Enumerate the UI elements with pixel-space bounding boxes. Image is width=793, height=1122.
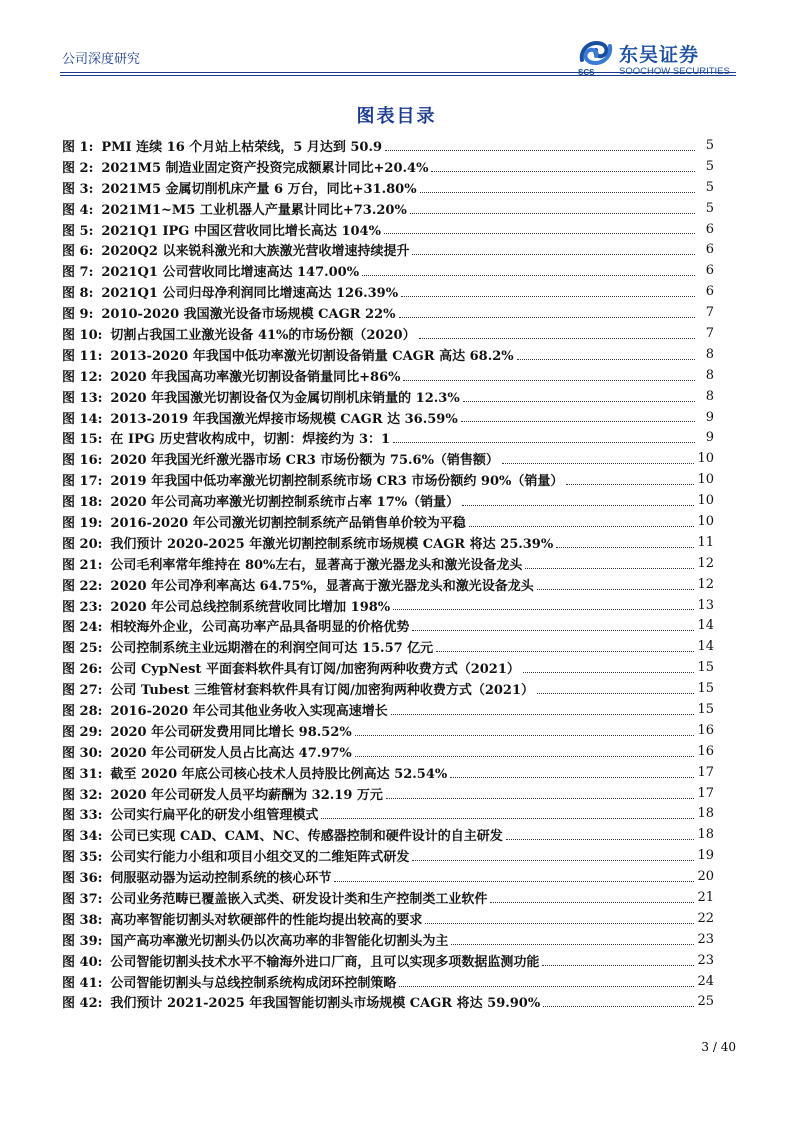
toc-entry-page: 10 xyxy=(697,513,714,529)
toc-entry-leader xyxy=(506,839,695,840)
toc-entry-page: 5 xyxy=(705,137,714,153)
toc-entry-title: 2021M1~M5 工业机器人产量累计同比+73.20% xyxy=(101,202,407,218)
toc-entry-page: 12 xyxy=(697,555,714,571)
toc-entry[interactable] xyxy=(62,177,714,198)
toc-entry-page: 18 xyxy=(697,827,714,843)
toc-entry-page: 7 xyxy=(705,325,714,341)
toc-entry[interactable] xyxy=(62,386,714,407)
page-title: 图表目录 xyxy=(356,106,437,127)
toc-entry-leader xyxy=(537,589,695,590)
toc-entry-label: 图 5: xyxy=(62,223,94,239)
toc-entry-page: 6 xyxy=(705,221,714,237)
toc-entry-leader xyxy=(462,505,694,506)
toc-entry-title: 2021Q1 IPG 中国区营收同比增长高达 104% xyxy=(101,223,381,239)
toc-entry-label: 图 14: xyxy=(62,411,103,427)
toc-entry[interactable] xyxy=(62,156,714,177)
toc-entry-title: 切割占我国工业激光设备 41%的市场份额（2020） xyxy=(110,327,416,343)
header-rule-thin xyxy=(60,75,736,76)
toc-entry-leader xyxy=(393,442,695,443)
toc-entry[interactable] xyxy=(62,720,714,741)
toc-entry-title: 公司 CypNest 平面套料软件具有订阅/加密狗两种收费方式（2021） xyxy=(110,662,520,678)
toc-entry[interactable] xyxy=(62,971,714,992)
toc-entry-page: 6 xyxy=(705,284,714,300)
toc-entry-label: 图 37: xyxy=(62,892,103,907)
toc-entry-label: 图 33: xyxy=(62,808,103,824)
toc-entry-page: 22 xyxy=(697,910,714,926)
toc-entry[interactable] xyxy=(62,365,714,386)
toc-entry-label: 图 22: xyxy=(62,578,103,594)
toc-entry[interactable] xyxy=(62,532,714,553)
toc-entry-title: 公司实行能力小组和项目小组交叉的二维矩阵式研发 xyxy=(110,850,410,866)
report-category: 公司深度研究 xyxy=(62,52,141,67)
toc-entry-label: 图 42: xyxy=(62,996,103,1012)
toc-entry-title: 公司 Tubest 三维管材套料软件具有订阅/加密狗两种收费方式（2021） xyxy=(110,683,535,699)
toc-entry-label: 图 10: xyxy=(62,327,103,343)
toc-entry-label: 图 35: xyxy=(62,850,103,866)
toc-entry-page: 15 xyxy=(697,660,714,676)
brand-swirl-icon xyxy=(578,38,614,68)
toc-entry-page: 8 xyxy=(705,388,714,404)
toc-entry[interactable] xyxy=(62,281,714,302)
toc-entry[interactable] xyxy=(62,783,714,804)
toc-entry-leader xyxy=(431,171,695,172)
toc-entry-label: 图 26: xyxy=(62,662,103,678)
toc-entry[interactable] xyxy=(62,553,714,574)
toc-entry-page: 12 xyxy=(697,576,714,592)
toc-entry-page: 14 xyxy=(697,618,714,634)
toc-entry-page: 18 xyxy=(697,806,714,822)
brand-name-en: SOOCHOW SECURITIES xyxy=(619,66,730,77)
toc-entry-title: PMI 连续 16 个月站上枯荣线，5 月达到 50.9 xyxy=(101,139,383,155)
toc-entry-leader xyxy=(401,296,695,297)
toc-entry-leader xyxy=(399,986,694,987)
toc-entry-label: 图 4: xyxy=(62,202,94,218)
toc-entry-page: 6 xyxy=(705,242,714,258)
toc-entry-leader xyxy=(410,213,695,214)
toc-entry-label: 图 30: xyxy=(62,745,103,761)
toc-entry-leader xyxy=(463,401,695,402)
toc-entry-label: 图 23: xyxy=(62,599,103,615)
toc-entry-label: 图 29: xyxy=(62,724,103,740)
toc-entry-title: 2013-2020 年我国中低功率激光切割设备销量 CAGR 高达 68.2% xyxy=(110,348,514,364)
toc-entry-title: 我们预计 2021-2025 年我国智能切割头市场规模 CAGR 将达 59.90% xyxy=(110,996,541,1012)
toc-entry-label: 图 1: xyxy=(62,139,94,155)
toc-entry-label: 图 13: xyxy=(62,390,103,406)
toc-entry[interactable] xyxy=(62,448,714,469)
toc-entry-leader xyxy=(436,651,694,652)
brand-name-cn: 东吴证券 xyxy=(619,44,700,66)
toc-entry-label: 图 25: xyxy=(62,641,103,657)
toc-entry-page: 15 xyxy=(697,681,714,697)
toc-entry-label: 图 20: xyxy=(62,536,103,552)
toc-entry-title: 2010-2020 我国激光设备市场规模 CAGR 22% xyxy=(101,307,396,323)
toc-entry-leader xyxy=(393,609,694,610)
toc-entry-title: 公司智能切割头与总线控制系统构成闭环控制策略 xyxy=(110,975,397,991)
toc-entry-label: 图 6: xyxy=(62,244,94,260)
toc-entry-leader xyxy=(420,192,695,193)
toc-entry[interactable] xyxy=(62,845,714,866)
toc-entry-title: 2020Q2 以来锐科激光和大族激光营收增速持续提升 xyxy=(101,244,410,260)
toc-entry-label: 图 2: xyxy=(62,160,94,176)
toc-entry-title: 2021M5 制造业固定资产投资完成额累计同比+20.4% xyxy=(101,160,429,176)
toc-entry-label: 图 34: xyxy=(62,829,103,845)
toc-entry-page: 19 xyxy=(697,848,714,864)
toc-entry-label: 图 38: xyxy=(62,912,103,928)
toc-entry-leader xyxy=(362,275,695,276)
toc-entry-page: 8 xyxy=(705,367,714,383)
toc-entry-title: 2016-2020 年公司激光切割控制系统产品销售单价较为平稳 xyxy=(110,515,466,531)
toc-entry-label: 图 31: xyxy=(62,766,103,782)
toc-entry-title: 公司智能切割头技术水平不输海外进口厂商，且可以实现多项数据监测功能 xyxy=(110,954,540,970)
toc-entry-label: 图 27: xyxy=(62,683,103,699)
toc-entry-label: 图 18: xyxy=(62,495,103,511)
toc-entry-label: 图 36: xyxy=(62,871,103,887)
toc-entry-page: 6 xyxy=(705,263,714,279)
toc-entry-title: 公司已实现 CAD、CAM、NC、传感器控制和硬件设计的自主研发 xyxy=(110,829,503,845)
toc-entry-page: 7 xyxy=(705,305,714,321)
toc-entry-label: 图 16: xyxy=(62,453,103,469)
toc-entry-page: 24 xyxy=(697,973,714,989)
toc-entry-page: 23 xyxy=(697,952,714,968)
toc-entry[interactable] xyxy=(62,323,714,344)
toc-entry-label: 图 41: xyxy=(62,975,103,991)
toc-entry[interactable] xyxy=(62,699,714,720)
toc-entry[interactable] xyxy=(62,135,714,156)
toc-entry-label: 图 24: xyxy=(62,620,103,636)
toc-entry-leader xyxy=(355,735,695,736)
toc-entry-title: 国产高功率激光切割头仍以次高功率的非智能化切割头为主 xyxy=(110,933,449,949)
toc-entry-label: 图 40: xyxy=(62,954,103,970)
brand-mark: SCS xyxy=(578,68,595,77)
toc-entry[interactable] xyxy=(62,678,714,699)
toc-entry-label: 图 32: xyxy=(62,787,103,803)
toc-entry-title: 公司业务范畴已覆盖嵌入式类、研发设计类和生产控制类工业软件 xyxy=(110,892,488,907)
toc-entry-page: 5 xyxy=(705,179,714,195)
toc-entry-title: 2020 年公司净利率高达 64.75%，显著高于激光器龙头和激光设备龙头 xyxy=(110,578,534,594)
toc-entry[interactable] xyxy=(62,427,714,448)
toc-entry[interactable] xyxy=(62,804,714,825)
toc-entry[interactable] xyxy=(62,929,714,950)
toc-entry-page: 5 xyxy=(705,200,714,216)
toc-entry-page: 9 xyxy=(705,409,714,425)
toc-entry-label: 图 7: xyxy=(62,265,94,281)
toc-entry-title: 伺服驱动器为运动控制系统的核心环节 xyxy=(110,871,332,887)
toc-entry-page: 15 xyxy=(697,701,714,717)
toc-entry-page: 10 xyxy=(697,451,714,467)
toc-entry-leader xyxy=(450,777,694,778)
toc-entry-label: 图 15: xyxy=(62,432,103,448)
toc-entry-leader xyxy=(542,965,694,966)
toc-entry-leader xyxy=(412,254,695,255)
toc-entry-page: 16 xyxy=(697,743,714,759)
toc-entry-page: 14 xyxy=(697,639,714,655)
toc-entry-label: 图 8: xyxy=(62,286,94,302)
toc-entry-title: 2020 年公司研发人员平均薪酬为 32.19 万元 xyxy=(110,787,383,803)
figure-list xyxy=(62,135,714,1012)
toc-entry-leader xyxy=(502,463,695,464)
toc-entry[interactable] xyxy=(62,950,714,971)
toc-entry-label: 图 12: xyxy=(62,369,103,385)
toc-entry[interactable] xyxy=(62,615,714,636)
toc-entry-leader xyxy=(517,359,695,360)
toc-entry-leader xyxy=(321,818,694,819)
toc-entry-title: 2021M5 金属切削机床产量 6 万台，同比+31.80% xyxy=(101,181,417,197)
toc-entry-page: 10 xyxy=(697,493,714,509)
toc-entry-leader xyxy=(355,756,695,757)
toc-entry[interactable] xyxy=(62,636,714,657)
toc-entry-title: 2016-2020 年公司其他业务收入实现高速增长 xyxy=(110,703,388,719)
toc-entry[interactable] xyxy=(62,908,714,929)
toc-entry[interactable] xyxy=(62,741,714,762)
toc-entry-leader xyxy=(399,317,696,318)
toc-entry[interactable] xyxy=(62,574,714,595)
toc-entry-page: 8 xyxy=(705,346,714,362)
toc-entry-title: 2020 年公司研发费用同比增长 98.52% xyxy=(110,724,352,740)
toc-entry-title: 2021Q1 公司营收同比增速高达 147.00% xyxy=(101,265,360,281)
toc-entry-leader xyxy=(384,233,695,234)
toc-entry-title: 2013-2019 年我国激光焊接市场规模 CAGR 达 36.59% xyxy=(110,411,458,427)
toc-entry-title: 相较海外企业，公司高功率产品具备明显的价格优势 xyxy=(110,620,410,636)
toc-entry[interactable] xyxy=(62,595,714,616)
toc-entry-page: 11 xyxy=(697,534,714,550)
toc-entry-page: 25 xyxy=(697,994,714,1010)
toc-entry-page: 5 xyxy=(705,158,714,174)
toc-entry-leader xyxy=(525,568,694,569)
toc-entry-leader xyxy=(425,923,694,924)
toc-entry[interactable] xyxy=(62,407,714,428)
toc-entry[interactable] xyxy=(62,866,714,887)
toc-entry-title: 公司实行扁平化的研发小组管理模式 xyxy=(110,808,319,824)
toc-entry-leader xyxy=(461,421,695,422)
toc-entry-leader xyxy=(334,881,694,882)
toc-entry-leader xyxy=(469,526,695,527)
toc-entry-leader xyxy=(537,693,694,694)
toc-entry-title: 2020 年我国光纤激光器市场 CR3 市场份额为 75.6%（销售额） xyxy=(110,453,499,469)
toc-entry[interactable] xyxy=(62,219,714,240)
toc-entry-leader xyxy=(391,714,695,715)
toc-entry-label: 图 28: xyxy=(62,703,103,719)
toc-entry-leader xyxy=(419,338,695,339)
toc-entry-page: 10 xyxy=(697,472,714,488)
toc-entry-leader xyxy=(412,860,694,861)
toc-entry-leader xyxy=(490,902,694,903)
toc-entry[interactable] xyxy=(62,490,714,511)
toc-entry[interactable] xyxy=(62,198,714,219)
toc-entry-page: 13 xyxy=(697,597,714,613)
toc-entry-title: 2021Q1 公司归母净利润同比增速高达 126.39% xyxy=(101,286,399,302)
toc-entry[interactable] xyxy=(62,344,714,365)
toc-entry[interactable] xyxy=(62,302,714,323)
toc-entry[interactable] xyxy=(62,260,714,281)
toc-entry-label: 图 11: xyxy=(62,348,103,364)
toc-entry-label: 图 21: xyxy=(62,557,103,573)
toc-entry[interactable] xyxy=(62,511,714,532)
toc-entry[interactable] xyxy=(62,239,714,260)
toc-entry-label: 图 9: xyxy=(62,307,94,323)
toc-entry-title: 公司控制系统主业远期潜在的利润空间可达 15.57 亿元 xyxy=(110,641,434,657)
toc-entry-label: 图 3: xyxy=(62,181,94,197)
toc-entry[interactable] xyxy=(62,469,714,490)
toc-entry-title: 2020 年公司研发人员占比高达 47.97% xyxy=(110,745,352,761)
toc-entry-leader xyxy=(385,150,695,151)
toc-entry-leader xyxy=(386,798,695,799)
header-rule xyxy=(60,72,736,73)
toc-entry-page: 23 xyxy=(697,931,714,947)
toc-entry[interactable] xyxy=(62,887,714,908)
toc-entry-page: 21 xyxy=(697,890,714,905)
toc-entry-title: 高功率智能切割头对软硬部件的性能均提出较高的要求 xyxy=(110,912,423,928)
toc-entry-page: 16 xyxy=(697,722,714,738)
toc-entry-title: 2019 年我国中低功率激光切割控制系统市场 CR3 市场份额约 90%（销量） xyxy=(110,474,564,490)
toc-entry-leader xyxy=(451,944,694,945)
toc-entry-leader xyxy=(566,484,694,485)
toc-entry-title: 2020 年公司高功率激光切割控制系统市占率 17%（销量） xyxy=(110,495,460,511)
toc-entry-title: 在 IPG 历史营收构成中，切割：焊接约为 3：1 xyxy=(110,432,391,448)
toc-entry-page: 17 xyxy=(697,764,714,780)
toc-entry-label: 图 17: xyxy=(62,474,103,490)
toc-entry-label: 图 19: xyxy=(62,515,103,531)
toc-entry-label: 图 39: xyxy=(62,933,103,949)
page-number: 3 / 40 xyxy=(701,1040,736,1054)
toc-entry-title: 公司毛利率常年维持在 80%左右，显著高于激光器龙头和激光设备龙头 xyxy=(110,557,523,573)
toc-entry-leader xyxy=(523,672,695,673)
toc-entry-title: 2020 年我国激光切割设备仅为金属切削机床销量的 12.3% xyxy=(110,390,460,406)
toc-entry-leader xyxy=(403,380,695,381)
toc-entry-title: 我们预计 2020-2025 年激光切割控制系统市场规模 CAGR 将达 25.39% xyxy=(110,536,554,552)
toc-entry-page: 17 xyxy=(697,785,714,801)
toc-entry[interactable] xyxy=(62,657,714,678)
toc-entry-page: 20 xyxy=(697,869,714,885)
toc-entry-leader xyxy=(412,630,694,631)
toc-entry-title: 截至 2020 年底公司核心技术人员持股比例高达 52.54% xyxy=(110,766,448,782)
toc-entry-page: 9 xyxy=(705,430,714,446)
toc-entry[interactable] xyxy=(62,824,714,845)
toc-entry[interactable] xyxy=(62,992,714,1013)
toc-entry[interactable] xyxy=(62,762,714,783)
toc-entry-title: 2020 年公司总线控制系统营收同比增加 198% xyxy=(110,599,391,615)
toc-entry-title: 2020 年我国高功率激光切割设备销量同比+86% xyxy=(110,369,401,385)
toc-entry-leader xyxy=(556,547,694,548)
toc-entry-leader xyxy=(543,1006,694,1007)
